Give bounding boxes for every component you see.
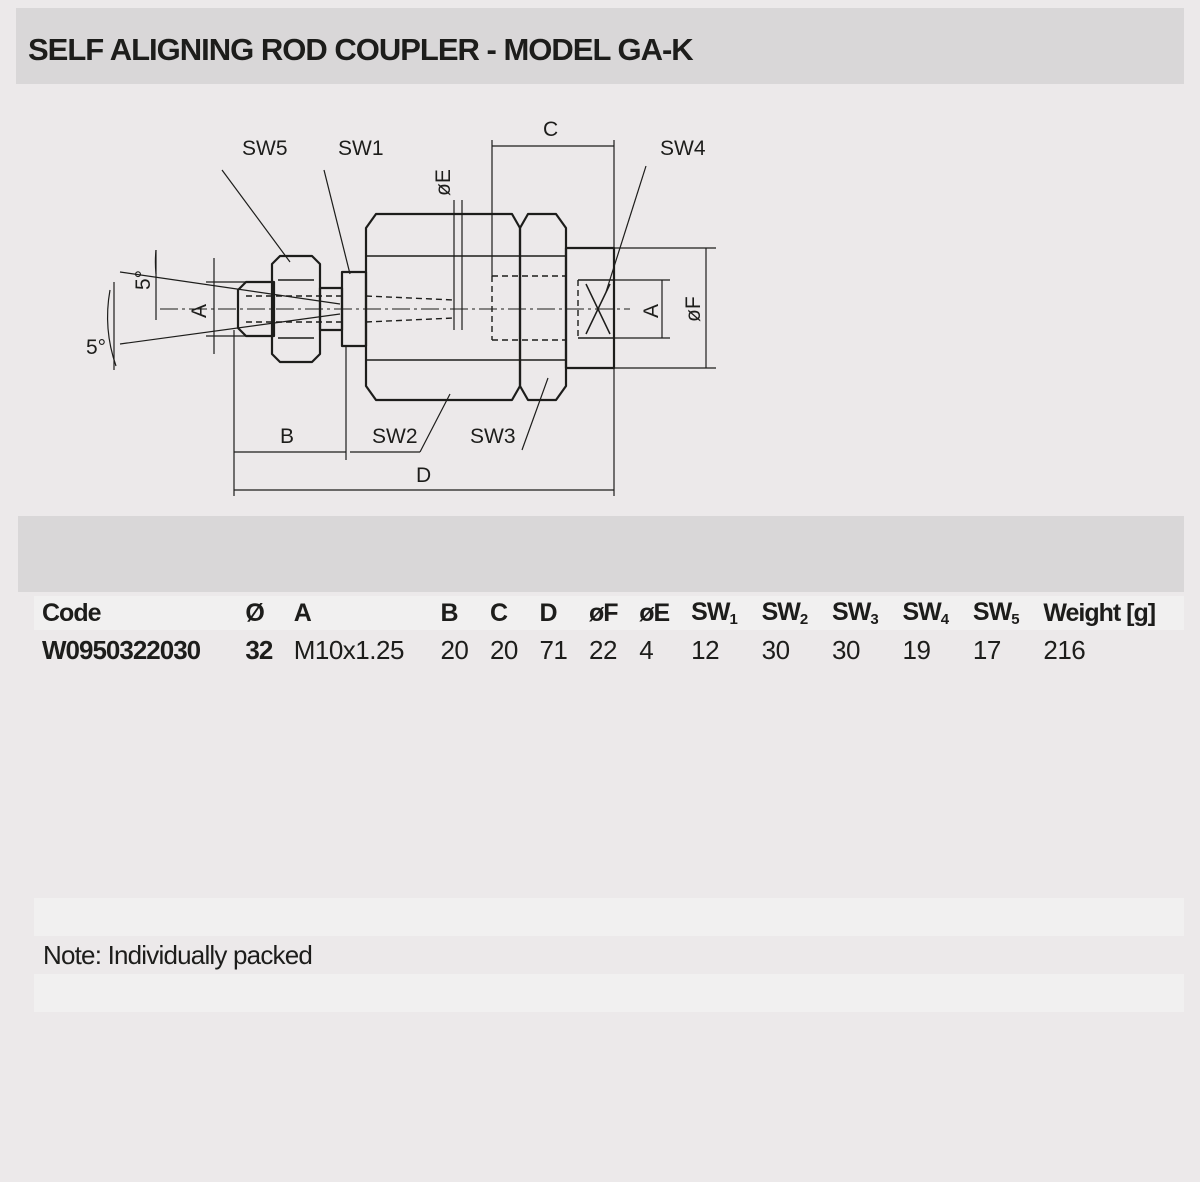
label-oe: øE — [432, 169, 455, 196]
col-sw5: $SW_5$ — [965, 596, 1035, 630]
col-c: C — [482, 596, 532, 630]
technical-drawing — [0, 0, 1200, 520]
cell-c: 20 — [489, 634, 518, 665]
label-of: øF — [682, 296, 705, 322]
col-sw4: $SW_4$ — [894, 596, 964, 630]
label-sw3: SW3 — [470, 425, 516, 448]
cell-sw5: 17 — [972, 634, 1001, 665]
cell-a: M10x1.25 — [293, 634, 404, 665]
table-header-row — [34, 596, 1184, 630]
cell-code: W0950322030 — [42, 634, 201, 665]
label-5deg-top: 5° — [132, 269, 155, 290]
spec-table — [34, 596, 1184, 670]
sw4-end — [566, 248, 614, 368]
col-weight: Weight [g] — [1035, 596, 1184, 630]
col-oe: øE — [631, 596, 683, 630]
col-of: øF — [581, 596, 631, 630]
col-sw1: $SW_1$ — [683, 596, 753, 630]
label-c: C — [543, 118, 559, 141]
col-sw2: $SW_2$ — [754, 596, 824, 630]
cell-sw1: 12 — [691, 634, 720, 665]
sw2-body — [366, 214, 520, 400]
sw3-nut — [520, 214, 566, 400]
col-d: D — [531, 596, 581, 630]
col-sw3: $SW_3$ — [824, 596, 894, 630]
note-text: Note: Individually packed — [43, 940, 313, 970]
note-band-top — [34, 898, 1184, 936]
label-b: B — [280, 425, 295, 448]
label-5deg-bottom: 5° — [86, 336, 107, 359]
label-sw2: SW2 — [372, 425, 418, 448]
table-header-band — [18, 516, 1184, 592]
cell-sw3: 30 — [832, 634, 860, 665]
cell-sw4: 19 — [902, 634, 931, 665]
col-code: Code — [34, 596, 237, 630]
label-a-left: A — [188, 303, 211, 318]
cell-sw2: 30 — [761, 634, 790, 665]
cell-of: 22 — [588, 634, 617, 665]
label-sw5: SW5 — [242, 137, 288, 160]
col-dia: Ø — [237, 596, 285, 630]
note-band-bottom — [34, 974, 1184, 1012]
label-d: D — [416, 464, 432, 487]
cell-weight: 216 — [1043, 634, 1086, 665]
table-row — [34, 630, 1184, 670]
cell-d: 71 — [539, 634, 568, 665]
cell-oe: 4 — [639, 634, 654, 665]
label-sw1: SW1 — [338, 137, 384, 160]
label-a-right: A — [640, 303, 663, 318]
col-b: B — [432, 596, 482, 630]
cell-dia: 32 — [245, 634, 273, 665]
page-title: SELF ALIGNING ROD COUPLER - MODEL GA-K — [28, 32, 693, 67]
label-sw4: SW4 — [660, 137, 706, 160]
cell-b: 20 — [440, 634, 469, 665]
col-a: A — [286, 596, 433, 630]
